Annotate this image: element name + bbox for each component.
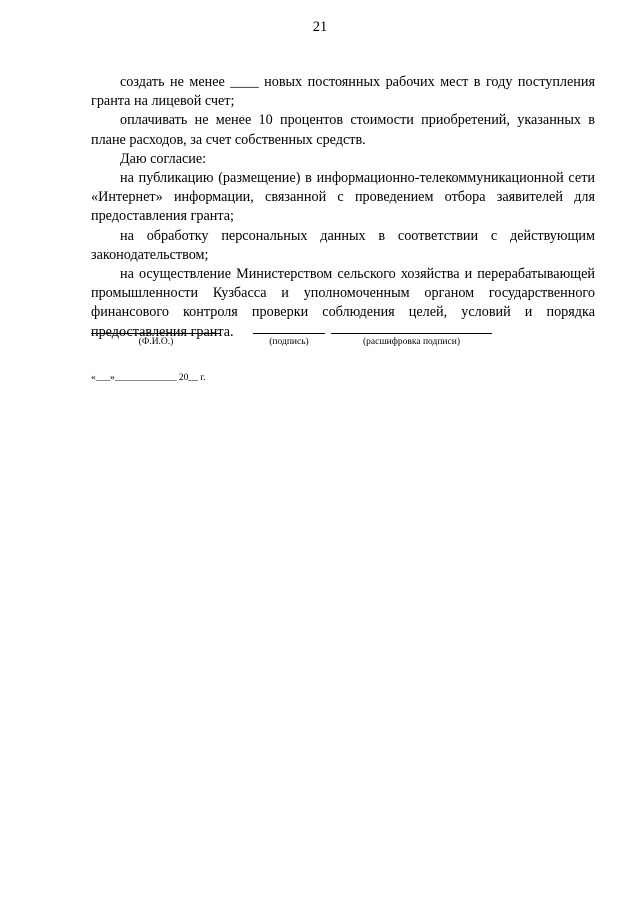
document-body	[91, 73, 595, 342]
signature-label: (подпись)	[269, 337, 309, 347]
page-number: 21	[312, 19, 328, 35]
paragraph-publication-consent: на публикацию (размещение) в информационно-телекоммуникационной сети «Интернет» информации, связанной с проведением отбора заявителей для предоставления гранта;	[91, 170, 595, 225]
signature-field	[253, 333, 325, 349]
paragraph-jobs: создать не менее ____ новых постоянных рабочих мест в году поступления гранта на лицевой счет;	[91, 74, 595, 110]
date-line: «___»_____________ 20__ г.	[91, 373, 206, 383]
paragraph-personal-data-consent: на обработку персональных данных в соответствии с действующим законодательством;	[91, 227, 595, 263]
decoding-label: (расшифровка подписи)	[363, 337, 460, 347]
paragraph-inspection-consent: на осуществление Министерством сельского хозяйства и перерабатывающей промышленности Кузбасса и уполномоченным органом государственного финансового контроля проверки соблюдения целей, условий и порядка предоставления гранта.	[91, 266, 595, 340]
paragraph-consent-heading: Даю согласие:	[120, 150, 207, 167]
paragraph-own-funds: оплачивать не менее 10 процентов стоимости приобретений, указанных в плане расходов, за счет собственных средств.	[91, 112, 595, 148]
decoding-field	[331, 333, 492, 349]
fio-label: (Ф.И.О.)	[138, 337, 174, 347]
fio-field	[91, 333, 221, 349]
